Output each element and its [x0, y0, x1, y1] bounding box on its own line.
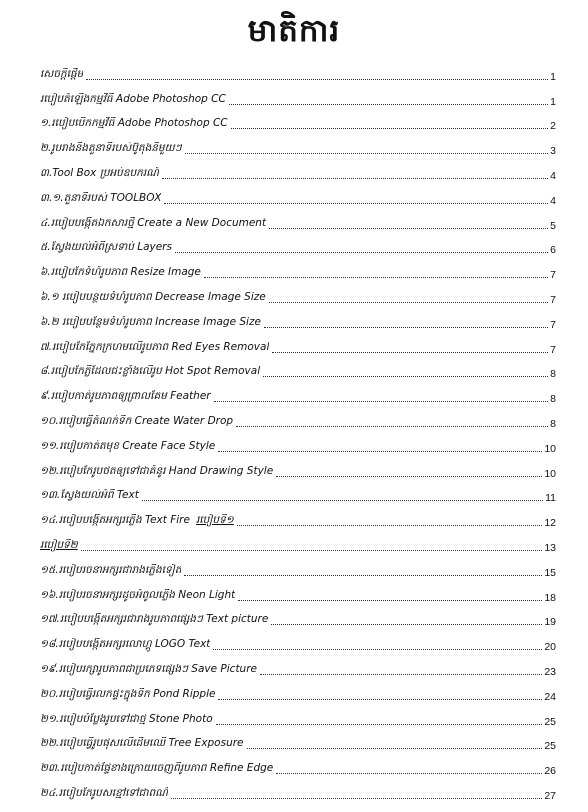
toc-entry-sublabel: របៀបទី១: [195, 514, 234, 527]
toc-page-number: 6: [550, 244, 556, 257]
toc-entry: [40, 504, 556, 529]
toc-entry: [40, 281, 556, 306]
dot-leader: [213, 648, 542, 650]
toc-entry-label: ៥.ស្វែងយល់អំពីស្រទាប់ Layers: [40, 241, 172, 254]
toc-entry-label: ១.របៀបបើកកម្មវិធី Adobe Photoshop CC: [40, 117, 228, 130]
toc-entry: [40, 703, 556, 728]
toc-page-number: 15: [544, 566, 556, 579]
toc-entry: [40, 604, 556, 629]
dot-leader: [216, 723, 543, 725]
toc-entry: [40, 157, 556, 182]
toc-entry: [40, 256, 556, 281]
toc-page-number: 24: [544, 690, 556, 703]
dot-leader: [264, 326, 548, 328]
toc-page-number: 8: [550, 417, 556, 430]
toc-entry-label: ២៣.របៀបកាត់ផ្ទៃខាងក្រោយចេញពីរូបភាព Refine Edge: [40, 762, 274, 775]
toc-entry-label: ១០.របៀបធ្វើតំណក់ទឹក Create Water Drop: [40, 414, 234, 427]
toc-entry: [40, 232, 556, 257]
dot-leader: [218, 450, 542, 452]
toc-entry-label: ១៤.របៀបបង្កើតអក្សរភ្លើង Text Fire: [40, 514, 190, 527]
dot-leader: [142, 499, 543, 501]
dot-leader: [269, 301, 548, 303]
toc-entry-label: ៨.របៀបកែភ្លឺដែលជះខ្លាំងលើរូប Hot Spot Removal: [40, 365, 261, 378]
toc-page-number: 7: [550, 293, 556, 306]
toc-entry: [40, 380, 556, 405]
dot-leader: [260, 673, 542, 675]
dot-leader: [263, 375, 548, 377]
toc-page-number: 2: [550, 120, 556, 133]
toc-entry-label: ១៥.របៀបរចនាអក្សរជារាងភ្លើងទៀត: [40, 563, 182, 576]
dot-leader: [81, 549, 543, 551]
toc-entry-label: ១៣.ស្វែងយល់អំពី Text: [40, 489, 139, 502]
toc-entry-label: ២៤.របៀបកែរូបសខ្មៅទៅជាពណ៌: [40, 786, 168, 799]
toc-page-number: 18: [544, 591, 556, 604]
dot-leader: [162, 177, 548, 179]
toc-entry: [40, 356, 556, 381]
toc-page-number: 4: [550, 194, 556, 207]
toc-entry-label: ២១.របៀបបំប្លែងរូបទៅជាថ្ម Stone Photo: [40, 712, 213, 725]
dot-leader: [86, 78, 548, 80]
toc-entry: [40, 331, 556, 356]
toc-page-number: 20: [544, 641, 556, 654]
dot-leader: [218, 698, 542, 700]
toc-entry: [40, 182, 556, 207]
toc-page-number: 10: [544, 467, 556, 480]
toc-page-number: 19: [544, 616, 556, 629]
toc-entry: [40, 132, 556, 157]
toc-page-number: 11: [545, 492, 556, 505]
dot-leader: [269, 227, 548, 229]
toc-entry: [40, 306, 556, 331]
toc-entry-label: ២.រូបរាងនិងតួនាទីរបស់ប៊ូតុងនិមួយៗ: [40, 142, 182, 155]
toc-page-number: 26: [544, 765, 556, 778]
toc-page-number: 7: [550, 343, 556, 356]
toc-entry-label: ១៩.របៀបរក្សារូបភាពជាប្រភេទផ្សេងៗ Save Picture: [40, 662, 257, 675]
dot-leader: [238, 599, 542, 601]
page-title: មាតិការ: [247, 13, 341, 49]
toc-entry: [40, 678, 556, 703]
dot-leader: [276, 772, 542, 774]
toc-page-number: 10: [544, 442, 556, 455]
dot-leader: [171, 797, 542, 799]
toc-entry-label: ៦.របៀបកែទំហំរូបភាព Resize Image: [40, 266, 201, 279]
dot-leader: [247, 747, 543, 749]
toc-entry-label: ១៨.របៀបបង្កើតអក្សរលោហ្គូ LOGO Text: [40, 638, 211, 651]
toc-page-number: 12: [544, 517, 556, 530]
toc-entry: [40, 653, 556, 678]
dot-leader: [276, 475, 542, 477]
toc-entry-label: ១៧.របៀបបង្កើតអក្សរជារាងរូបភាពផ្សេងៗ Text picture: [40, 613, 269, 626]
toc-page-number: 25: [544, 740, 556, 753]
table-of-contents: [0, 52, 556, 802]
toc-page-number: 3: [550, 145, 556, 158]
toc-entry: [40, 405, 556, 430]
dot-leader: [231, 127, 549, 129]
toc-page-number: 7: [550, 269, 556, 282]
toc-page-number: 13: [544, 541, 556, 554]
toc-entry-label: ១២.របៀបកែរូបថតឲ្យទៅជាគំនូរ Hand Drawing Style: [40, 464, 274, 477]
dot-leader: [204, 276, 548, 278]
toc-entry-label: ១៦.របៀបរចនាអក្សរដូចអំពូលភ្លើង Neon Light: [40, 588, 236, 601]
toc-entry: [40, 480, 556, 505]
toc-entry: [40, 628, 556, 653]
dot-leader: [271, 623, 542, 625]
toc-entry-label: ២២.របៀបធ្វើរូបផុសលើដើមឈើ Tree Exposure: [40, 737, 244, 750]
dot-leader: [237, 524, 543, 526]
toc-entry-label: ៩.របៀបកាត់រូបភាពឲ្យព្រាលគែម Feather: [40, 390, 211, 403]
dot-leader: [236, 425, 548, 427]
toc-page-number: 25: [544, 715, 556, 728]
toc-entry: [40, 579, 556, 604]
toc-page-number: 4: [550, 169, 556, 182]
toc-page-number: 1: [550, 95, 556, 108]
toc-page-number: 1: [550, 70, 556, 83]
toc-entry: [40, 430, 556, 455]
toc-page-number: 27: [544, 789, 556, 802]
toc-entry-label: ៦.១ របៀបបន្ថយទំហំរូបភាព Decrease Image Size: [40, 290, 266, 303]
toc-entry-label: ៣.Tool Box ប្រអប់ឧបករណ៍: [40, 166, 159, 179]
dot-leader: [164, 202, 548, 204]
toc-page-number: 23: [544, 665, 556, 678]
toc-entry: [40, 83, 556, 108]
dot-leader: [272, 351, 548, 353]
toc-page-number: 5: [550, 219, 556, 232]
dot-leader: [214, 400, 549, 402]
toc-entry-label: របៀបតំឡើងកម្មវិធី Adobe Photoshop CC: [40, 92, 226, 105]
dot-leader: [185, 152, 549, 154]
toc-entry-label: ២០.របៀបធ្វើរលកផ្ទះក្នុងទឹក Pond Ripple: [40, 687, 216, 700]
toc-entry-label: សេចក្តីផ្តើម: [40, 67, 84, 80]
toc-entry: [40, 752, 556, 777]
toc-entry-label: ៦.២ របៀបបន្ថែមទំហំរូបភាព Increase Image Size: [40, 315, 261, 328]
dot-leader: [184, 574, 542, 576]
toc-entry: [40, 108, 556, 133]
toc-entry: [40, 207, 556, 232]
toc-entry: [40, 58, 556, 83]
toc-entry-label: ១១.របៀបកាត់តមុខ Create Face Style: [40, 439, 216, 452]
toc-entry: [40, 777, 556, 802]
toc-entry-label: ៣.១.តួនាទីរបស់ TOOLBOX: [40, 191, 162, 204]
toc-entry-label: របៀបទី២: [40, 538, 78, 551]
toc-page-number: 8: [550, 368, 556, 381]
toc-entry-label: ៤.របៀបបង្កើតឯកសារថ្មី Create a New Document: [40, 216, 267, 229]
toc-page-number: 8: [550, 393, 556, 406]
dot-leader: [175, 251, 548, 253]
toc-entry: [40, 728, 556, 753]
toc-entry: [40, 554, 556, 579]
toc-entry-label: ៧.របៀបកែភ្នែកក្រហមលើរូបភាព Red Eyes Removal: [40, 340, 270, 353]
toc-entry: [40, 529, 556, 554]
toc-entry: [40, 455, 556, 480]
toc-page-number: 7: [550, 318, 556, 331]
dot-leader: [229, 103, 548, 105]
